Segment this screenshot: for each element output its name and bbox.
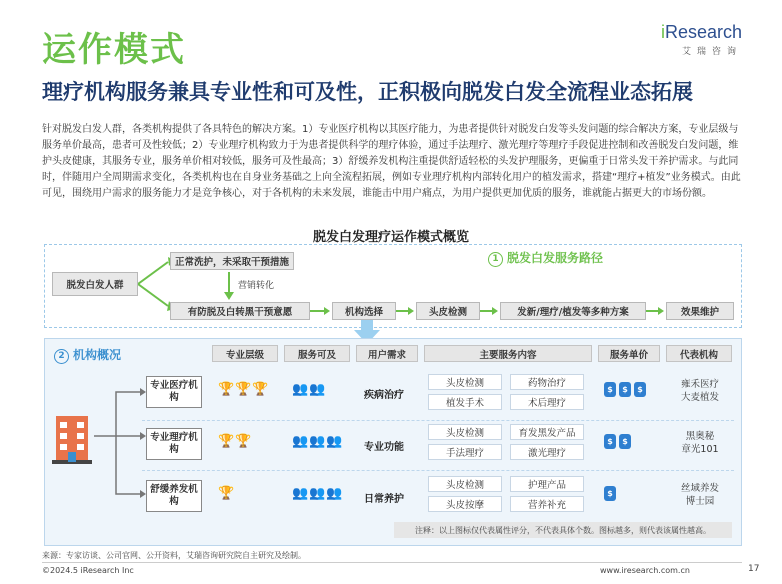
institution-arrows <box>94 384 146 506</box>
logo-i: i <box>660 22 665 42</box>
col-head-access: 服务可及 <box>284 345 350 362</box>
flow-arrow-icon <box>492 307 498 315</box>
diagram-title: 脱发白发理疗运作模式概览 <box>312 230 469 245</box>
price-icons-soothing <box>604 486 616 501</box>
rep-name: 博士园 <box>685 496 715 507</box>
person-icon: 👥 <box>292 486 309 501</box>
service-item: 药物治疗 <box>510 374 584 390</box>
footer-url: www.iresearch.com.cn <box>600 566 690 575</box>
money-bag-icon: $ <box>619 382 631 397</box>
logo-main <box>661 22 742 43</box>
person-icon: 👥 <box>326 434 343 449</box>
flow-arrow-icon <box>658 307 664 315</box>
service-item: 护理产品 <box>510 476 584 492</box>
service-item: 头皮按摩 <box>428 496 502 512</box>
price-icons-medical <box>604 382 646 397</box>
rep-name: 丝域养发 <box>680 483 719 494</box>
branch-arrows <box>138 254 174 314</box>
flow-step-3: 发新/理疗/植发等多种方案 <box>500 302 646 320</box>
institution-medical: 专业医疗机构 <box>146 376 202 408</box>
trophy-icon: 🏆 <box>218 434 235 449</box>
institution-section-label <box>54 346 121 364</box>
row-divider <box>142 470 734 471</box>
access-icons-therapy <box>292 434 343 449</box>
institution-soothing: 舒缓养发机构 <box>146 480 202 512</box>
rep-name: 大麦植发 <box>680 392 719 403</box>
service-item: 手法理疗 <box>428 444 502 460</box>
page-number: 17 <box>748 564 760 574</box>
diagram-note: 注释：以上图标仅代表属性评分，不代表具体个数。图标越多，则代表该属性越高。 <box>394 522 732 538</box>
service-item: 头皮检测 <box>428 374 502 390</box>
source-note: 来源：专家访谈、公司官网、公开资料，艾瑞咨询研究院自主研究及绘制。 <box>42 551 306 560</box>
section2-text: 机构概况 <box>73 348 122 362</box>
access-icons-medical <box>292 382 325 397</box>
flow-arrow-icon <box>324 307 330 315</box>
level-icons-soothing <box>218 486 234 501</box>
building-icon <box>52 408 92 464</box>
flow-arrow-icon <box>408 307 414 315</box>
flow-step-4: 效果维护 <box>666 302 734 320</box>
level-icons-therapy <box>218 434 251 449</box>
service-path-label <box>488 249 603 267</box>
rep-name: 黑奥秘 <box>685 431 715 442</box>
institution-therapy: 专业理疗机构 <box>146 428 202 460</box>
col-head-services: 主要服务内容 <box>424 345 592 362</box>
person-icon: 👥 <box>292 382 309 397</box>
reps-medical <box>670 378 730 404</box>
col-head-price: 服务单价 <box>598 345 660 362</box>
flow-step-1: 机构选择 <box>332 302 396 320</box>
reps-therapy <box>670 430 730 456</box>
service-item: 营养补充 <box>510 496 584 512</box>
access-icons-soothing <box>292 486 343 501</box>
person-icon: 👥 <box>326 486 343 501</box>
reps-soothing <box>670 482 730 508</box>
trophy-icon: 🏆 <box>218 486 235 501</box>
down-arrow-icon <box>222 272 236 302</box>
body-paragraph: 针对脱发白发人群，各类机构提供了各具特色的解决方案。1）专业医疗机构以其医疗能力，为患者提供针对脱发白发等头发问题的综合解决方案，专业层级与服务单价最高，患者可及性较低；2）专业理疗机构致力于为患者提供科学的理疗体验，通过手法理疗、激光理疗等理疗手段促进控制和改善脱发白发问题，维护头皮健康，其服务专业，服务单价相对较低，服务可及性最高；3）舒缓养发机构注重提供舒适轻松的头发护理服务，更偏重于日常头发干养护需求。与此同时，伴随用户全周期需求变化，各类机构也在自身业务基础之上向全流程拓展，例如专业理疗机构内部转化用户的植发需求，搭建“理疗+植发”业务模式。由此可见，围绕用户需求的服务能力才是竞争核心，对于各机构的未来发展，谁能击中用户痛点，为用户提供更加优质的服务，谁就能占据更大的市场份额。 <box>42 124 741 199</box>
branch-top-node: 正常洗护，未采取干预措施 <box>170 252 294 270</box>
start-node: 脱发白发人群 <box>52 272 138 296</box>
conversion-label: 营销转化 <box>238 281 275 291</box>
flow-step-2: 头皮检测 <box>416 302 480 320</box>
service-item: 植发手术 <box>428 394 502 410</box>
service-item: 头皮检测 <box>428 476 502 492</box>
footer-copyright: ©2024.5 iResearch Inc <box>42 566 134 575</box>
money-bag-icon: $ <box>619 434 631 449</box>
person-icon: 👥 <box>292 434 309 449</box>
person-icon: 👥 <box>309 434 326 449</box>
person-icon: 👥 <box>309 382 326 397</box>
col-head-need: 用户需求 <box>356 345 418 362</box>
footer-divider <box>42 562 742 563</box>
service-item: 激光理疗 <box>510 444 584 460</box>
need-medical: 疾病治疗 <box>364 390 404 401</box>
page-title: 运作模式 <box>42 30 186 70</box>
iresearch-logo <box>661 22 742 57</box>
logo-word: Research <box>664 22 742 42</box>
section1-number: 1 <box>488 252 503 267</box>
service-item: 术后理疗 <box>510 394 584 410</box>
price-icons-therapy <box>604 434 631 449</box>
money-bag-icon: $ <box>604 486 616 501</box>
rep-name: 雍禾医疗 <box>680 379 719 390</box>
level-icons-medical <box>218 382 269 397</box>
need-therapy: 专业功能 <box>364 442 404 453</box>
rep-name: 章光101 <box>681 444 719 455</box>
money-bag-icon: $ <box>634 382 646 397</box>
person-icon: 👥 <box>309 486 326 501</box>
trophy-icon: 🏆 <box>235 382 252 397</box>
section2-number: 2 <box>54 349 69 364</box>
section1-text: 脱发白发服务路径 <box>507 251 604 265</box>
service-item: 头皮检测 <box>428 424 502 440</box>
trophy-icon: 🏆 <box>235 434 252 449</box>
money-bag-icon: $ <box>604 382 616 397</box>
need-soothing: 日常养护 <box>364 494 404 505</box>
page-subtitle: 理疗机构服务兼具专业性和可及性，正积极向脱发白发全流程业态拓展 <box>42 80 693 104</box>
col-head-level: 专业层级 <box>212 345 278 362</box>
money-bag-icon: $ <box>604 434 616 449</box>
row-divider <box>142 420 734 421</box>
trophy-icon: 🏆 <box>252 382 269 397</box>
col-head-reps: 代表机构 <box>666 345 732 362</box>
trophy-icon: 🏆 <box>218 382 235 397</box>
logo-sub: 艾瑞咨询 <box>681 47 742 57</box>
branch-bottom-node: 有防脱及白转黑干预意愿 <box>170 302 310 320</box>
service-item: 育发黑发产品 <box>510 424 584 440</box>
